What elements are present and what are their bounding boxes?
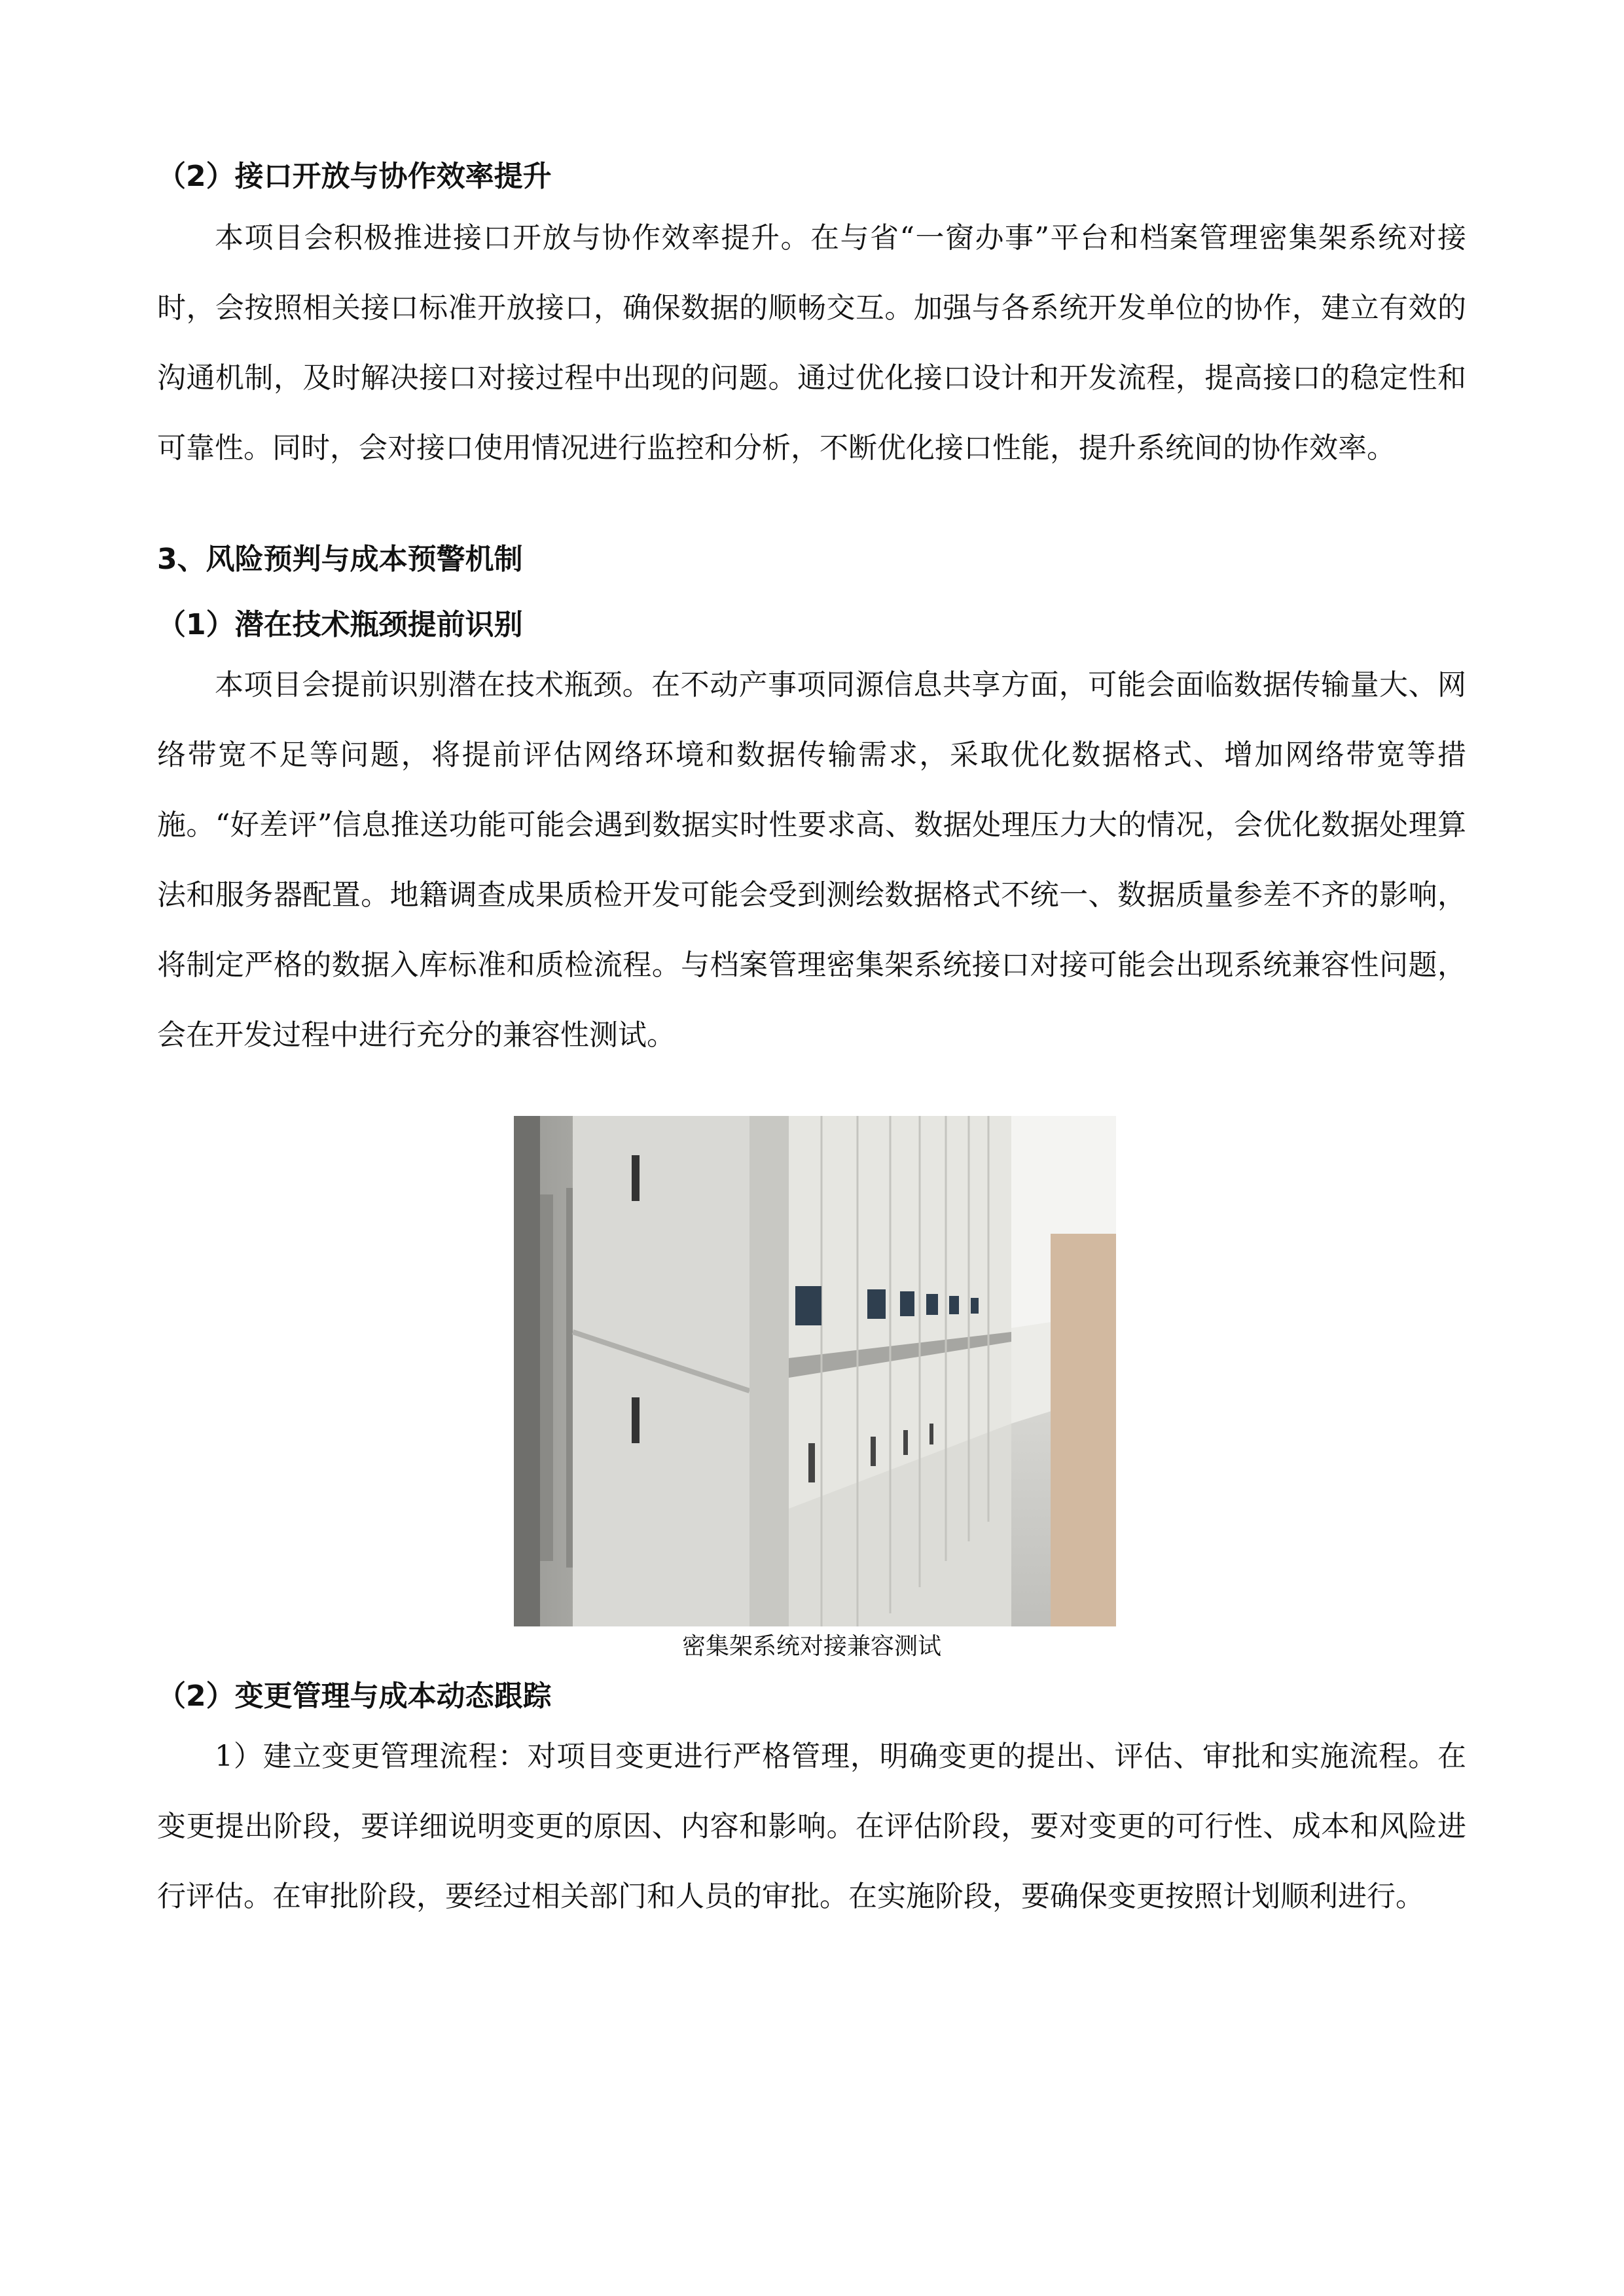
paragraph-bottleneck: 本项目会提前识别潜在技术瓶颈。在不动产事项同源信息共享方面，可能会面临数据传输量大、网络带宽不足等问题，将提前评估网络环境和数据传输需求，采取优化数据格式、增加网络带宽等措施。“好差评”信息推送功能可能会遇到数据实时性要求高、数据处理压力大的情况，会优化数据处理算法和服务器配置。地籍调查成果质检开发可能会受到测绘数据格式不统一、数据质量参差不齐的影响，将制定严格的数据入库标准和质检流程。与档案管理密集架系统接口对接可能会出现系统兼容性问题，会在开发过程中进行充分的兼容性测试。 (157, 668, 1466, 1052)
paragraph-change: 1）建立变更管理流程：对项目变更进行严格管理，明确变更的提出、评估、审批和实施流程。在变更提出阶段，要详细说明变更的原因、内容和影响。在评估阶段，要对变更的可行性、成本和风险进行评估。在审批阶段，要经过相关部门和人员的审批。在实施阶段，要确保变更按照计划顺利进行。 (157, 1740, 1466, 1913)
section-heading-change: （2）变更管理与成本动态跟踪 (157, 1679, 552, 1713)
figure-compact-shelving-photo (514, 1116, 1116, 1626)
paragraph-interface: 本项目会积极推进接口开放与协作效率提升。在与省“一窗办事”平台和档案管理密集架系统对接时，会按照相关接口标准开放接口，确保数据的顺畅交互。加强与各系统开发单位的协作，建立有效的沟通机制，及时解决接口对接过程中出现的问题。通过优化接口设计和开发流程，提高接口的稳定性和可靠性。同时，会对接口使用情况进行监控和分析，不断优化接口性能，提升系统间的协作效率。 (157, 221, 1466, 465)
section-heading-interface: （2）接口开放与协作效率提升 (157, 160, 552, 193)
section-heading-risk: 3、风险预判与成本预警机制 (157, 543, 523, 576)
document-page (157, 0, 1466, 2296)
section-heading-bottleneck: （1）潜在技术瓶颈提前识别 (157, 608, 523, 641)
figure-caption: 密集架系统对接兼容测试 (681, 1633, 941, 1660)
compact-shelving-image (514, 1116, 1116, 1626)
